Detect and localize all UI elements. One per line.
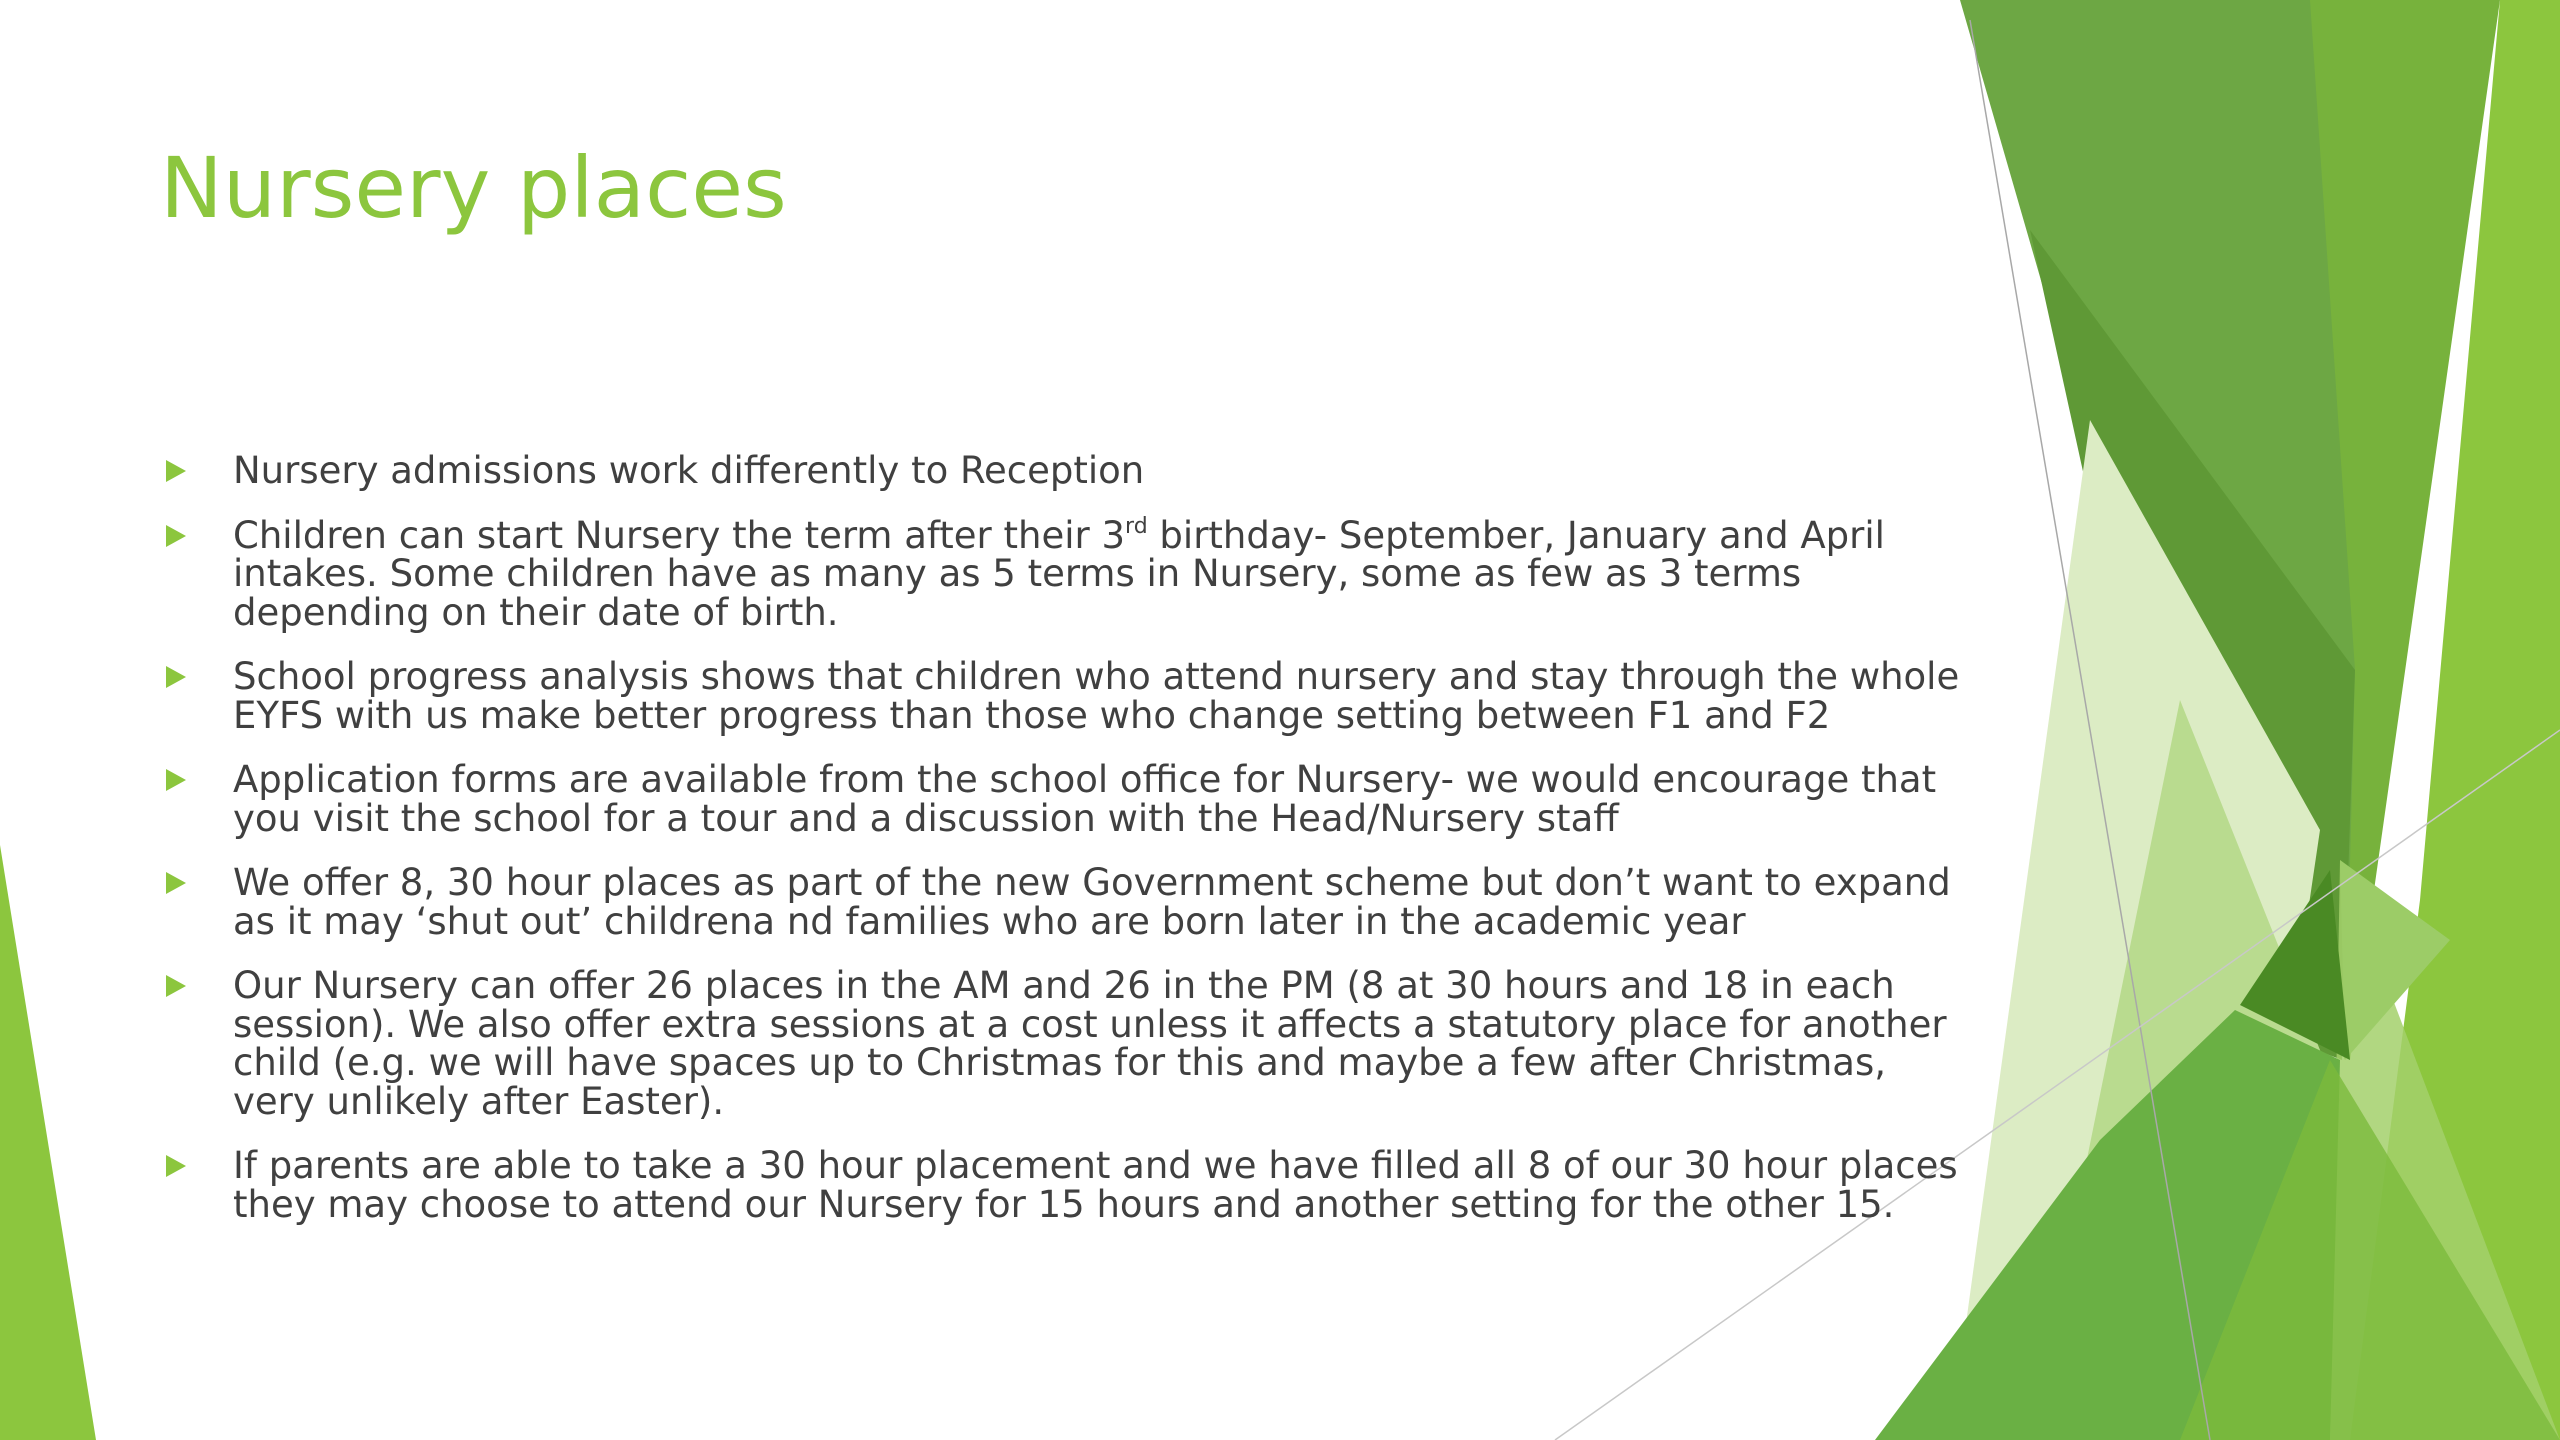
- bullet-list: [160, 449, 1960, 1250]
- play-arrow-icon: [166, 1155, 186, 1177]
- bullet-text-line: session). We also offer extra sessions at a cost unless it affects a statutory place for another: [233, 1002, 1947, 1046]
- bullet-item: [160, 964, 1947, 1123]
- bullet-text-line: as it may ‘shut out’ childrena nd families who are born later in the academic year: [233, 899, 1746, 943]
- bullet-text-line: you visit the school for a tour and a discussion with the Head/Nursery staff: [233, 796, 1619, 840]
- bullet-item: [160, 449, 1920, 492]
- bullet-text-line: EYFS with us make better progress than those who change setting between F1 and F2: [233, 693, 1831, 737]
- bullet-text-line: depending on their date of birth.: [233, 590, 839, 634]
- bullet-item: [160, 861, 1951, 943]
- play-arrow-icon: [166, 769, 186, 791]
- play-arrow-icon: [166, 872, 186, 894]
- bullet-item: [160, 758, 1937, 840]
- bullet-text-line: If parents are able to take a 30 hour placement and we have filled all 8 of our 30 hour places: [233, 1144, 1958, 1187]
- bullet-text-line: Application forms are available from the school office for Nursery- we would encourage that: [233, 758, 1937, 801]
- bullet-item: [160, 513, 1920, 634]
- bullet-text-line: they may choose to attend our Nursery for 15 hours and another setting for the other 15.: [233, 1182, 1895, 1226]
- play-arrow-icon: [166, 666, 186, 688]
- bullet-item: [160, 1144, 1958, 1226]
- play-arrow-icon: [166, 525, 186, 547]
- bullet-item: [160, 655, 1960, 737]
- bullet-text-line: School progress analysis shows that children who attend nursery and stay through the whole: [233, 655, 1960, 698]
- bullet-text-line: Our Nursery can offer 26 places in the AM and 26 in the PM (8 at 30 hours and 18 in each: [233, 964, 1895, 1007]
- slide-title: Nursery places: [160, 139, 787, 237]
- bullet-text-line: very unlikely after Easter).: [233, 1079, 725, 1123]
- bullet-text-line: intakes. Some children have as many as 5 terms in Nursery, some as few as 3 terms: [233, 552, 1802, 595]
- ordinal-suffix: rd: [1125, 513, 1148, 539]
- bullet-text-line: child (e.g. we will have spaces up to Christmas for this and maybe a few after Christmas,: [233, 1041, 1887, 1084]
- left-accent-shape: [0, 845, 96, 1440]
- play-arrow-icon: [166, 975, 186, 997]
- bullet-text-line: Nursery admissions work differently to Reception: [233, 449, 1145, 492]
- bullet-text-line: We offer 8, 30 hour places as part of the new Government scheme but don’t want to expand: [233, 861, 1951, 904]
- bullet-text-line: Children can start Nursery the term after their 3rd birthday- September, January and April: [233, 513, 1885, 557]
- play-arrow-icon: [166, 460, 186, 482]
